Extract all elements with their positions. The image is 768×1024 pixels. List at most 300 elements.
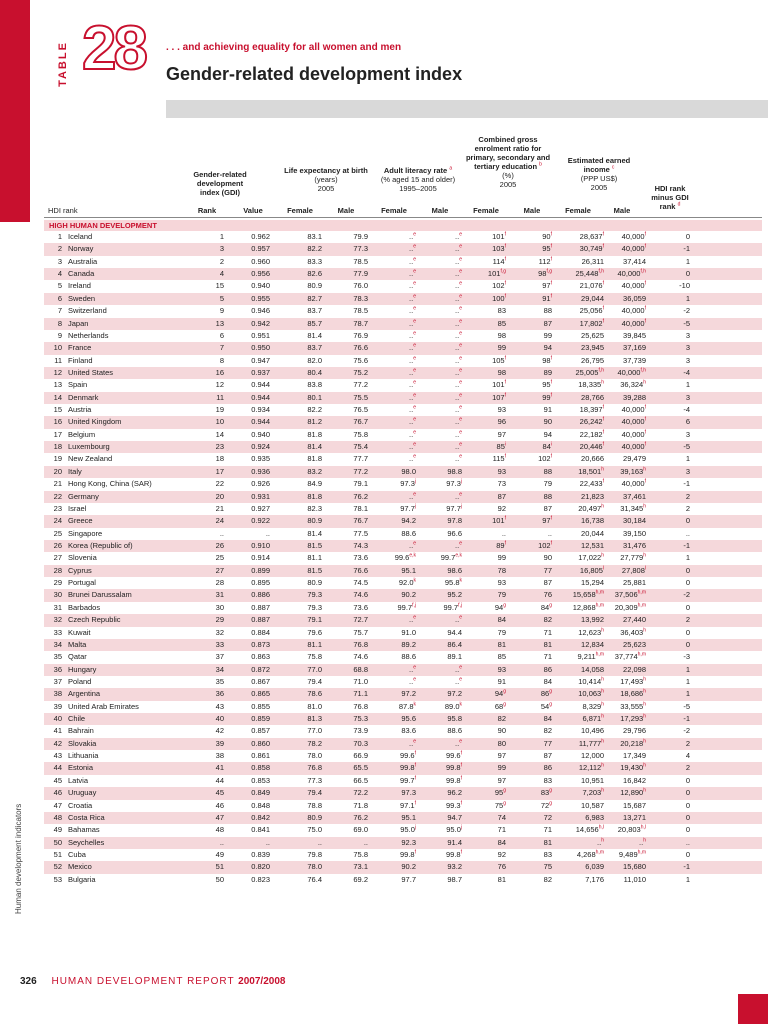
cell-ef: 85 bbox=[497, 318, 506, 328]
cell-c: Hong Kong, China (SAR) bbox=[68, 479, 152, 489]
footnote-marker: h,l bbox=[598, 824, 604, 831]
cell-r: 36 bbox=[215, 689, 224, 699]
footnote-marker: g bbox=[549, 688, 552, 695]
cell-ef: 114$^f$ bbox=[492, 256, 506, 266]
cell-em: 87 bbox=[543, 578, 552, 588]
cell-d: -2 bbox=[683, 306, 690, 316]
cell-af: 91.0 bbox=[401, 627, 416, 637]
cell-ef: 90 bbox=[497, 726, 506, 736]
cell-am: ..$^e$ bbox=[455, 416, 462, 427]
cell-am: ..$^e$ bbox=[455, 367, 462, 377]
footnote-marker: e bbox=[459, 318, 462, 325]
cell-n: 30 bbox=[53, 590, 62, 600]
cell-af: ..$^e$ bbox=[409, 379, 416, 390]
cell-em: 72$^g$ bbox=[540, 800, 552, 810]
cell-n: 19 bbox=[53, 454, 62, 464]
cell-c: Chile bbox=[68, 714, 86, 724]
cell-if: 25,448$^{f,h}$ bbox=[575, 268, 604, 279]
cell-c: Czech Republic bbox=[68, 615, 121, 625]
table-row bbox=[44, 453, 762, 465]
cell-r: 1 bbox=[219, 232, 224, 241]
footnote-marker: h,m bbox=[595, 602, 604, 609]
cell-lm: .. bbox=[363, 837, 368, 847]
table-row bbox=[44, 688, 762, 700]
cell-lm: 76.5 bbox=[353, 405, 368, 415]
cell-n: 43 bbox=[53, 751, 62, 761]
footnote-marker: h bbox=[643, 713, 646, 720]
cell-d: 0 bbox=[685, 565, 690, 575]
footnote-marker: k bbox=[413, 577, 416, 584]
cell-v: 0.944 bbox=[251, 380, 270, 390]
footnote-marker: g bbox=[503, 701, 506, 708]
cell-am: 91.4 bbox=[447, 837, 462, 847]
cell-c: Poland bbox=[68, 676, 92, 686]
table-row bbox=[44, 800, 762, 812]
cell-im: 17,293$^h$ bbox=[620, 713, 646, 724]
footnote-marker: e bbox=[459, 676, 462, 683]
footnote-marker: f bbox=[460, 750, 462, 757]
cell-r: 9 bbox=[219, 306, 224, 316]
cell-v: 0.946 bbox=[251, 306, 270, 316]
footnote-marker: f bbox=[460, 800, 462, 807]
cell-lm: 75.3 bbox=[353, 714, 368, 724]
cell-if: 11,777$^h$ bbox=[578, 738, 604, 748]
footnote-marker: i bbox=[504, 441, 506, 448]
cell-em: 90$^f$ bbox=[542, 231, 552, 241]
cell-im: 11,010 bbox=[623, 874, 646, 884]
col-rank: Rank bbox=[197, 206, 217, 215]
footnote-marker: h,m bbox=[595, 651, 604, 658]
cell-ef: 74 bbox=[497, 812, 506, 822]
cell-lf: 78.6 bbox=[307, 689, 322, 699]
cell-v: 0.886 bbox=[251, 590, 270, 600]
cell-c: Kuwait bbox=[68, 627, 91, 637]
gdi-header: Gender-related development index (GDI) bbox=[193, 170, 247, 197]
cell-ef: 93 bbox=[497, 578, 506, 588]
cell-af: 95.6 bbox=[401, 714, 416, 724]
cell-n: 6 bbox=[57, 293, 62, 303]
cell-lf: 83.2 bbox=[307, 466, 322, 476]
cell-im: 27,779$^h$ bbox=[620, 552, 646, 563]
cell-n: 1 bbox=[57, 232, 62, 241]
table-row bbox=[44, 416, 762, 428]
cell-c: Luxembourg bbox=[68, 442, 110, 452]
cell-v: 0.927 bbox=[251, 503, 270, 513]
cell-ef: 84 bbox=[497, 615, 506, 625]
cell-em: 86 bbox=[543, 763, 552, 773]
footnote-marker: f bbox=[550, 515, 552, 522]
cell-lf: 76.4 bbox=[307, 874, 322, 884]
cell-em: 79 bbox=[543, 479, 552, 489]
cell-af: 88.6 bbox=[401, 652, 416, 662]
cell-if: 12,834 bbox=[581, 639, 604, 649]
footnote-marker: f bbox=[504, 515, 506, 522]
cell-ef: 81 bbox=[497, 639, 506, 649]
footnote-marker: j bbox=[460, 503, 462, 510]
cell-if: 20,044 bbox=[581, 528, 604, 538]
cell-em: 83 bbox=[543, 775, 552, 785]
table-row bbox=[44, 540, 762, 552]
cell-r: 28 bbox=[215, 578, 224, 588]
cell-d: -4 bbox=[683, 405, 690, 415]
footnote-marker: j bbox=[460, 478, 462, 485]
cell-n: 11 bbox=[54, 355, 62, 365]
cell-af: ..$^e$ bbox=[409, 243, 416, 254]
cell-lf: 75.0 bbox=[307, 825, 322, 835]
col-lit-male: Male bbox=[431, 206, 449, 215]
cell-af: 99.7$^f$ bbox=[400, 775, 416, 785]
cell-c: Costa Rica bbox=[68, 812, 105, 822]
footnote-marker: h bbox=[601, 627, 604, 633]
footnote-marker: e bbox=[413, 231, 416, 238]
cell-n: 12 bbox=[53, 367, 62, 377]
cell-r: 2 bbox=[219, 256, 224, 266]
cell-am: ..$^e$ bbox=[455, 453, 462, 464]
cell-lm: 66.9 bbox=[353, 751, 368, 761]
cell-em: 87 bbox=[543, 503, 552, 513]
cell-im: 37,461 bbox=[623, 491, 646, 501]
cell-em: 90 bbox=[543, 553, 552, 563]
cell-em: 71 bbox=[543, 825, 552, 835]
table-row bbox=[44, 243, 762, 255]
page-title: Gender-related development index bbox=[166, 64, 463, 84]
cell-if: 25,005$^{f,h}$ bbox=[575, 367, 604, 377]
cell-n: 46 bbox=[53, 788, 62, 798]
footnote-marker: h,m bbox=[637, 849, 646, 856]
cell-n: 44 bbox=[53, 763, 62, 773]
cell-r: 29 bbox=[215, 615, 224, 625]
cell-if: 26,795 bbox=[581, 355, 604, 365]
cell-em: 84$^g$ bbox=[540, 602, 552, 612]
cell-d: -3 bbox=[683, 652, 690, 662]
cell-lm: 69.0 bbox=[353, 825, 368, 835]
cell-c: Austria bbox=[68, 405, 92, 415]
footnote-marker: e bbox=[413, 379, 416, 386]
cell-n: 23 bbox=[53, 503, 62, 513]
footnote-marker: h,m bbox=[595, 589, 604, 596]
cell-lf: 80.1 bbox=[307, 392, 322, 402]
footnote-marker: h bbox=[643, 688, 646, 695]
cell-if: 23,945 bbox=[581, 343, 604, 353]
cell-ef: 101$^f$ bbox=[492, 379, 506, 390]
footnote-marker: f bbox=[644, 404, 646, 411]
cell-af: 90.2 bbox=[401, 862, 416, 872]
footnote-marker: h bbox=[601, 762, 604, 769]
table-row bbox=[44, 725, 762, 737]
footnote-marker: h,m bbox=[637, 602, 646, 609]
cell-n: 40 bbox=[53, 714, 62, 724]
cell-d: -4 bbox=[683, 367, 690, 377]
cell-am: ..$^e$ bbox=[455, 330, 462, 340]
cell-d: 0 bbox=[685, 602, 690, 612]
cell-d: -10 bbox=[679, 281, 690, 291]
report-name: HUMAN DEVELOPMENT REPORT bbox=[51, 976, 239, 987]
cell-am: 95.0$^j$ bbox=[446, 824, 462, 835]
footnote-marker: e bbox=[413, 243, 416, 250]
cell-ef: 107$^f$ bbox=[492, 392, 506, 402]
section-header: HIGH HUMAN DEVELOPMENT bbox=[44, 220, 762, 231]
footnote-marker: e bbox=[413, 305, 416, 312]
footnote-marker: e bbox=[459, 404, 462, 411]
cell-em: 94 bbox=[543, 343, 552, 353]
cell-if: ..$^h$ bbox=[597, 837, 604, 847]
cell-r: 20 bbox=[215, 491, 224, 501]
cell-ef: 73 bbox=[497, 479, 506, 489]
footnote-marker: j bbox=[414, 503, 416, 510]
cell-af: 97.7$^j$ bbox=[400, 503, 416, 513]
cell-n: 48 bbox=[53, 812, 62, 822]
cell-c: New Zealand bbox=[68, 454, 113, 464]
cell-lm: 75.2 bbox=[353, 367, 368, 377]
cell-im: 37,739 bbox=[623, 355, 646, 365]
cell-lf: 79.3 bbox=[307, 602, 322, 612]
cell-lf: 80.9 bbox=[307, 281, 322, 291]
cell-n: 9 bbox=[57, 330, 62, 340]
footnote-marker: e bbox=[459, 453, 462, 460]
cell-af: 97.3 bbox=[401, 788, 416, 798]
footnote-marker: f bbox=[644, 280, 646, 287]
cell-lm: 75.7 bbox=[353, 627, 368, 637]
footnote-marker: f bbox=[644, 243, 646, 250]
cell-v: 0.867 bbox=[251, 676, 270, 686]
cell-r: 6 bbox=[219, 330, 224, 340]
footnote-marker: e bbox=[413, 453, 416, 460]
cell-d: 1 bbox=[685, 664, 690, 674]
cell-af: ..$^e$ bbox=[409, 441, 416, 452]
cell-af: 92.3 bbox=[401, 837, 416, 847]
footnote-marker: f bbox=[504, 392, 506, 399]
cell-c: Seychelles bbox=[68, 837, 105, 847]
footnote-marker: g bbox=[549, 701, 552, 708]
cell-d: 1 bbox=[685, 689, 690, 699]
cell-if: 15,294 bbox=[581, 578, 604, 588]
cell-em: 97$^f$ bbox=[542, 280, 552, 291]
cell-em: 84 bbox=[543, 714, 552, 724]
cell-lf: 75.8 bbox=[307, 652, 322, 662]
table-row bbox=[44, 812, 762, 824]
side-label: Human development indicators bbox=[14, 803, 23, 914]
cell-em: 99$^f$ bbox=[542, 392, 552, 402]
cell-em: 77 bbox=[543, 738, 552, 748]
cell-lf: 81.2 bbox=[307, 417, 322, 427]
cell-d: 2 bbox=[685, 503, 690, 513]
cell-c: Mexico bbox=[68, 862, 92, 872]
cell-af: ..$^e$ bbox=[409, 614, 416, 625]
cell-em: 95$^f$ bbox=[542, 379, 552, 390]
footnote-marker: f bbox=[504, 243, 506, 250]
cell-c: Belgium bbox=[68, 429, 96, 439]
cell-r: 12 bbox=[215, 380, 224, 390]
cell-d: 3 bbox=[685, 330, 690, 340]
cell-if: 7,203$^h$ bbox=[582, 787, 604, 798]
cell-r: 26 bbox=[215, 540, 224, 550]
footnote-marker: h bbox=[601, 837, 604, 844]
cell-v: 0.863 bbox=[251, 652, 270, 662]
cell-lm: 78.7 bbox=[353, 318, 368, 328]
cell-im: 18,686$^h$ bbox=[620, 688, 646, 699]
cell-em: 97$^f$ bbox=[542, 515, 552, 526]
cell-if: 10,063$^h$ bbox=[578, 688, 604, 699]
cell-ef: 93 bbox=[497, 466, 506, 476]
cell-c: Argentina bbox=[68, 689, 101, 699]
cell-r: .. bbox=[219, 837, 224, 847]
footnote-marker: e bbox=[459, 243, 462, 250]
cell-d: -1 bbox=[683, 244, 690, 254]
cell-im: 40,000$^{f,h}$ bbox=[617, 268, 646, 279]
cell-af: ..$^e$ bbox=[409, 268, 416, 279]
cell-lf: 81.8 bbox=[307, 454, 322, 464]
cell-af: ..$^e$ bbox=[409, 738, 416, 748]
table-row bbox=[44, 787, 762, 799]
cell-lm: 77.2 bbox=[353, 466, 368, 476]
table-row bbox=[44, 849, 762, 861]
cell-n: 2 bbox=[57, 244, 62, 254]
footnote-marker: e bbox=[413, 404, 416, 411]
cell-c: Brunei Darussalam bbox=[68, 590, 132, 600]
cell-d: 1 bbox=[685, 676, 690, 686]
cell-ef: 85 bbox=[497, 652, 506, 662]
cell-im: 39,150 bbox=[623, 528, 646, 538]
cell-n: 41 bbox=[53, 726, 62, 736]
cell-n: 39 bbox=[53, 701, 62, 711]
cell-lm: 76.6 bbox=[353, 565, 368, 575]
cell-c: Korea (Republic of) bbox=[68, 540, 133, 550]
cell-af: ..$^e$ bbox=[409, 392, 416, 402]
cell-am: ..$^e$ bbox=[455, 318, 462, 328]
cell-n: 17 bbox=[53, 429, 62, 439]
cell-lf: 77.3 bbox=[307, 775, 322, 785]
footnote-marker: f,j bbox=[458, 602, 462, 609]
cell-lf: 81.4 bbox=[307, 442, 322, 452]
cell-em: 98$^f$ bbox=[542, 355, 552, 365]
cell-r: 5 bbox=[219, 293, 224, 303]
cell-r: 42 bbox=[215, 726, 224, 736]
cell-r: 27 bbox=[215, 565, 224, 575]
table-row bbox=[44, 256, 762, 268]
cell-lm: 76.7 bbox=[353, 516, 368, 526]
cell-c: Canada bbox=[68, 269, 95, 279]
cell-im: 27,440 bbox=[623, 615, 646, 625]
cell-v: 0.859 bbox=[251, 714, 270, 724]
cell-if: 21,076$^f$ bbox=[579, 280, 604, 291]
cell-c: Germany bbox=[68, 491, 99, 501]
cell-im: ..$^h$ bbox=[639, 837, 646, 847]
cell-v: 0.848 bbox=[251, 800, 270, 810]
footnote-marker: f bbox=[602, 231, 604, 238]
cell-c: Portugal bbox=[68, 578, 96, 588]
cell-if: 10,587 bbox=[581, 800, 604, 810]
cell-im: 20,218$^h$ bbox=[620, 738, 646, 748]
cell-n: 5 bbox=[57, 281, 62, 291]
cell-c: Netherlands bbox=[68, 330, 109, 340]
cell-am: ..$^e$ bbox=[455, 540, 462, 550]
cell-im: 17,493$^h$ bbox=[620, 676, 646, 686]
cell-c: Bahamas bbox=[68, 825, 100, 835]
table-row bbox=[44, 503, 762, 515]
cell-af: 88.6 bbox=[401, 528, 416, 538]
cell-n: 34 bbox=[53, 639, 62, 649]
cell-am: 94.7 bbox=[447, 812, 462, 822]
footnote-marker: f bbox=[504, 453, 506, 460]
cell-af: ..$^e$ bbox=[409, 342, 416, 353]
footnote-marker: j bbox=[460, 824, 462, 831]
cell-d: 0 bbox=[685, 269, 690, 279]
cell-lf: 81.3 bbox=[307, 714, 322, 724]
cell-ef: 100$^f$ bbox=[492, 293, 506, 303]
cell-r: 32 bbox=[215, 627, 224, 637]
cell-n: 32 bbox=[53, 615, 62, 625]
cell-lf: 83.7 bbox=[307, 306, 322, 316]
footnote-marker: e bbox=[459, 305, 462, 312]
cell-lm: 77.3 bbox=[353, 244, 368, 254]
cell-em: 82 bbox=[543, 615, 552, 625]
footnote-marker: h,m bbox=[637, 651, 646, 658]
cell-im: 20,803$^{h,l}$ bbox=[617, 824, 646, 835]
cell-d: .. bbox=[685, 528, 690, 538]
cell-im: 29,479 bbox=[623, 454, 646, 464]
cell-af: ..$^e$ bbox=[409, 453, 416, 464]
cell-am: ..$^e$ bbox=[455, 441, 462, 452]
footer bbox=[20, 976, 285, 987]
col-value: Value bbox=[243, 206, 263, 215]
cell-em: 88 bbox=[543, 466, 552, 476]
col-income-male: Male bbox=[613, 206, 631, 215]
cell-am: ..$^e$ bbox=[455, 392, 462, 402]
cell-d: 0 bbox=[685, 812, 690, 822]
table-row bbox=[44, 824, 762, 836]
cell-if: 10,414$^h$ bbox=[578, 676, 604, 686]
cell-n: 50 bbox=[53, 837, 62, 847]
cell-n: 47 bbox=[53, 800, 62, 810]
cell-d: 3 bbox=[685, 343, 690, 353]
corner-red-box bbox=[738, 994, 768, 1024]
cell-af: ..$^e$ bbox=[409, 293, 416, 303]
cell-if: 25,056$^f$ bbox=[579, 305, 604, 316]
cell-lm: 68.8 bbox=[353, 664, 368, 674]
cell-em: 84 bbox=[543, 676, 552, 686]
cell-c: Lithuania bbox=[68, 751, 99, 761]
cell-if: 18,335$^h$ bbox=[578, 379, 604, 390]
cell-d: 0 bbox=[685, 825, 690, 835]
cell-v: 0.962 bbox=[251, 232, 270, 241]
cell-im: 40,000$^f$ bbox=[621, 404, 646, 415]
table-row bbox=[44, 602, 762, 614]
cell-n: 3 bbox=[57, 256, 62, 266]
cell-c: Qatar bbox=[68, 652, 87, 662]
cell-if: 15,658$^{h,m}$ bbox=[572, 589, 604, 600]
cell-am: ..$^e$ bbox=[455, 491, 462, 501]
cell-if: 12,623$^h$ bbox=[578, 627, 604, 637]
cell-af: 83.6 bbox=[401, 726, 416, 736]
cell-if: 6,871$^h$ bbox=[582, 713, 604, 724]
cell-lf: 82.2 bbox=[307, 405, 322, 415]
footnote-marker: j bbox=[414, 478, 416, 485]
footnote-marker: e bbox=[413, 738, 416, 745]
cell-ef: 75$^g$ bbox=[494, 800, 506, 810]
cell-ef: 99 bbox=[497, 343, 506, 353]
col-life-female: Female bbox=[287, 206, 313, 215]
footnote-marker: e bbox=[413, 293, 416, 300]
cell-c: Cuba bbox=[68, 849, 86, 859]
footnote-marker: f bbox=[550, 379, 552, 386]
cell-am: 99.7$^{f,j}$ bbox=[443, 602, 462, 612]
cell-n: 42 bbox=[53, 738, 62, 748]
literacy-header: Adult literacy rate $^a$ (% aged 15 and older) 1995–2005 bbox=[380, 165, 456, 193]
cell-em: 94 bbox=[543, 429, 552, 439]
cell-d: 1 bbox=[685, 553, 690, 563]
cell-lm: 75.4 bbox=[353, 442, 368, 452]
cell-if: 13,992 bbox=[581, 615, 604, 625]
